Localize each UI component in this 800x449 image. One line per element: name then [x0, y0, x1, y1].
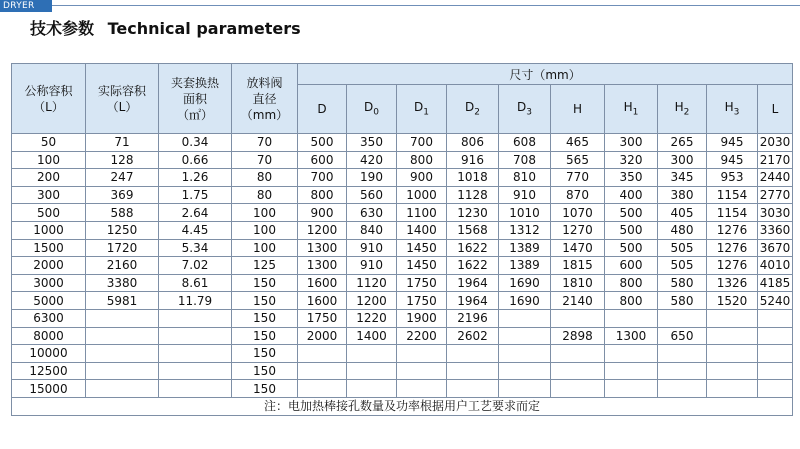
table-row	[12, 204, 793, 222]
table-cell	[605, 380, 658, 398]
table-cell: 5981	[86, 292, 159, 310]
table-cell: 2.64	[159, 204, 232, 222]
table-cell: 345	[658, 169, 707, 187]
table-cell: 71	[86, 134, 159, 152]
table-cell	[658, 362, 707, 380]
table-cell: 1.75	[159, 186, 232, 204]
header-jacket-line1: 夹套换热	[170, 75, 219, 90]
table-cell: 1964	[447, 292, 499, 310]
header-dim-subscript: 2	[683, 107, 690, 118]
table-cell: 1470	[551, 239, 605, 257]
header-dim-col	[397, 85, 447, 134]
table-row	[12, 151, 793, 169]
header-actual-line2: （L）	[106, 99, 138, 114]
table-cell: 840	[347, 221, 397, 239]
table-cell	[499, 327, 551, 345]
table-cell: 8000	[12, 327, 86, 345]
table-cell	[707, 362, 758, 380]
table-cell: 2140	[551, 292, 605, 310]
table-cell: 2160	[86, 257, 159, 275]
table-cell: 150	[232, 362, 298, 380]
table-cell: 1100	[397, 204, 447, 222]
table-cell: 800	[298, 186, 347, 204]
table-row	[12, 292, 793, 310]
table-cell	[347, 345, 397, 363]
table-cell: 700	[397, 134, 447, 152]
table-cell: 300	[605, 134, 658, 152]
table-cell: 3360	[758, 221, 793, 239]
table-cell: 1300	[298, 257, 347, 275]
header-dim-subscript: 3	[526, 107, 532, 118]
table-cell: 1622	[447, 239, 499, 257]
table-cell: 1120	[347, 274, 397, 292]
table-cell: 1018	[447, 169, 499, 187]
table-cell	[298, 345, 347, 363]
header-dim-subscript: 2	[474, 107, 480, 118]
table-cell: 800	[397, 151, 447, 169]
table-cell: 708	[499, 151, 551, 169]
table-cell: 190	[347, 169, 397, 187]
table-cell: 2602	[447, 327, 499, 345]
header-dim-symbol: D	[517, 100, 527, 115]
table-cell: 125	[232, 257, 298, 275]
table-row	[12, 345, 793, 363]
table-cell: 3380	[86, 274, 159, 292]
table-cell: 1750	[298, 309, 347, 327]
table-cell: 500	[12, 204, 86, 222]
table-cell: 1230	[447, 204, 499, 222]
brand-bar	[0, 0, 800, 12]
table-cell: 2200	[397, 327, 447, 345]
table-cell: 945	[707, 151, 758, 169]
table-cell: 1270	[551, 221, 605, 239]
page-title-cn: 技术参数	[30, 19, 95, 38]
table-cell: 1568	[447, 221, 499, 239]
table-cell: 608	[499, 134, 551, 152]
table-cell: 910	[347, 239, 397, 257]
table-cell: 500	[605, 221, 658, 239]
header-dim-symbol: H	[572, 102, 583, 116]
table-cell	[447, 345, 499, 363]
table-cell	[347, 362, 397, 380]
table-cell	[86, 345, 159, 363]
header-dim-subscript: 1	[632, 107, 639, 118]
table-cell	[658, 309, 707, 327]
header-dim-subscript: 0	[373, 107, 379, 118]
header-jacket-area	[159, 64, 232, 134]
table-row	[12, 239, 793, 257]
header-dim-col	[551, 85, 605, 134]
table-cell: 1500	[12, 239, 86, 257]
table-cell	[758, 309, 793, 327]
table-cell	[707, 309, 758, 327]
table-cell: 505	[658, 239, 707, 257]
table-cell	[86, 327, 159, 345]
table-cell: 4.45	[159, 221, 232, 239]
table-cell: 1450	[397, 239, 447, 257]
header-dim-symbol: D	[465, 100, 475, 115]
table-row	[12, 134, 793, 152]
table-cell	[159, 362, 232, 380]
header-dim-symbol: D	[364, 100, 374, 115]
table-cell: 7.02	[159, 257, 232, 275]
table-cell	[447, 362, 499, 380]
table-cell: 0.34	[159, 134, 232, 152]
table-cell: 1250	[86, 221, 159, 239]
table-cell: 465	[551, 134, 605, 152]
table-cell: 1312	[499, 221, 551, 239]
header-dim-subscript: 3	[733, 107, 740, 118]
table-cell: 1389	[499, 257, 551, 275]
table-cell	[605, 345, 658, 363]
table-cell	[707, 327, 758, 345]
table-cell	[707, 380, 758, 398]
table-cell: 580	[658, 292, 707, 310]
table-cell: 1154	[707, 204, 758, 222]
table-cell	[86, 362, 159, 380]
table-cell: 247	[86, 169, 159, 187]
table-cell: 1400	[397, 221, 447, 239]
table-cell: 100	[12, 151, 86, 169]
table-cell: 480	[658, 221, 707, 239]
technical-parameters-table	[11, 63, 793, 416]
header-dim-col	[499, 85, 551, 134]
header-dim-symbol: L	[771, 102, 779, 116]
table-cell	[551, 380, 605, 398]
table-cell: 50	[12, 134, 86, 152]
header-valve-line3: （mm）	[240, 107, 289, 122]
table-cell: 1220	[347, 309, 397, 327]
table-cell: 910	[347, 257, 397, 275]
table-cell: 12500	[12, 362, 86, 380]
table-cell: 11.79	[159, 292, 232, 310]
table-row	[12, 221, 793, 239]
table-cell	[86, 380, 159, 398]
table-cell: 588	[86, 204, 159, 222]
table-cell: 2170	[758, 151, 793, 169]
table-cell: 1720	[86, 239, 159, 257]
table-cell: 1450	[397, 257, 447, 275]
header-dim-col	[707, 85, 758, 134]
table-cell: 1010	[499, 204, 551, 222]
header-valve-line2: 直径	[252, 91, 277, 106]
table-cell: 369	[86, 186, 159, 204]
table-cell: 1389	[499, 239, 551, 257]
table-cell: 3670	[758, 239, 793, 257]
table-cell: 0.66	[159, 151, 232, 169]
table-cell	[159, 345, 232, 363]
table-cell: 1200	[298, 221, 347, 239]
table-cell: 350	[605, 169, 658, 187]
table-cell: 565	[551, 151, 605, 169]
table-cell: 870	[551, 186, 605, 204]
table-cell	[551, 362, 605, 380]
table-cell: 6300	[12, 309, 86, 327]
table-cell	[159, 327, 232, 345]
table-cell	[499, 345, 551, 363]
table-cell: 800	[605, 274, 658, 292]
table-cell: 300	[12, 186, 86, 204]
table-cell: 420	[347, 151, 397, 169]
table-cell: 2440	[758, 169, 793, 187]
header-dim-col	[658, 85, 707, 134]
header-dim-col	[758, 85, 793, 134]
header-nominal-volume	[12, 64, 86, 134]
header-valve-diameter	[232, 64, 298, 134]
table-cell: 953	[707, 169, 758, 187]
table-cell: 630	[347, 204, 397, 222]
table-cell	[758, 327, 793, 345]
table-cell: 128	[86, 151, 159, 169]
page-title-en: Technical parameters	[107, 19, 301, 38]
table-cell: 945	[707, 134, 758, 152]
brand-divider	[52, 5, 800, 6]
table-cell	[758, 345, 793, 363]
table-cell: 2000	[298, 327, 347, 345]
table-cell	[499, 362, 551, 380]
table-row	[12, 327, 793, 345]
table-cell: 1600	[298, 274, 347, 292]
table-cell	[658, 345, 707, 363]
table-cell: 150	[232, 327, 298, 345]
table-cell: 150	[232, 309, 298, 327]
table-cell: 300	[658, 151, 707, 169]
table-cell: 1900	[397, 309, 447, 327]
table-cell: 560	[347, 186, 397, 204]
table-cell: 8.61	[159, 274, 232, 292]
table-cell: 2000	[12, 257, 86, 275]
table-cell: 150	[232, 274, 298, 292]
table-cell: 1520	[707, 292, 758, 310]
table-cell: 2898	[551, 327, 605, 345]
table-cell	[159, 380, 232, 398]
table-cell: 265	[658, 134, 707, 152]
table-cell: 1154	[707, 186, 758, 204]
table-cell	[499, 380, 551, 398]
header-dim-col	[605, 85, 658, 134]
table-cell: 1000	[12, 221, 86, 239]
header-dim-col	[347, 85, 397, 134]
header-valve-line1: 放料阀	[246, 75, 283, 90]
table-cell: 100	[232, 239, 298, 257]
table-cell	[758, 380, 793, 398]
table-cell: 1750	[397, 292, 447, 310]
table-row	[12, 274, 793, 292]
table-cell	[758, 362, 793, 380]
table-cell: 10000	[12, 345, 86, 363]
table-cell: 505	[658, 257, 707, 275]
table-cell: 400	[605, 186, 658, 204]
table-cell: 500	[605, 239, 658, 257]
table-cell: 1300	[298, 239, 347, 257]
table-cell: 650	[658, 327, 707, 345]
table-cell: 1.26	[159, 169, 232, 187]
table-cell: 600	[298, 151, 347, 169]
table-cell	[397, 380, 447, 398]
table-row	[12, 186, 793, 204]
header-nominal-line2: （L）	[33, 99, 64, 114]
table-cell: 1070	[551, 204, 605, 222]
table-cell: 1690	[499, 292, 551, 310]
table-cell	[298, 380, 347, 398]
table-cell: 405	[658, 204, 707, 222]
table-cell: 1622	[447, 257, 499, 275]
table-cell	[298, 362, 347, 380]
header-dim-symbol: H	[623, 100, 633, 115]
header-jacket-line3: （㎡）	[176, 107, 213, 122]
table-cell: 1276	[707, 221, 758, 239]
table-cell: 380	[658, 186, 707, 204]
table-cell	[397, 345, 447, 363]
table-cell: 1326	[707, 274, 758, 292]
table-cell: 2196	[447, 309, 499, 327]
table-row	[12, 380, 793, 398]
table-cell: 70	[232, 151, 298, 169]
table-cell: 810	[499, 169, 551, 187]
table-cell: 806	[447, 134, 499, 152]
table-cell: 1000	[397, 186, 447, 204]
table-cell: 1276	[707, 257, 758, 275]
table-cell: 4185	[758, 274, 793, 292]
table-cell: 1810	[551, 274, 605, 292]
table-cell: 3030	[758, 204, 793, 222]
table-cell: 4010	[758, 257, 793, 275]
table-cell	[707, 345, 758, 363]
header-dim-col	[298, 85, 347, 134]
table-cell: 150	[232, 380, 298, 398]
table-cell: 900	[397, 169, 447, 187]
table-cell: 1400	[347, 327, 397, 345]
table-cell: 100	[232, 204, 298, 222]
table-cell	[605, 362, 658, 380]
table-cell: 1300	[605, 327, 658, 345]
brand-tag: DRYER	[0, 0, 52, 12]
table-cell: 500	[605, 204, 658, 222]
table-row	[12, 257, 793, 275]
table-cell: 700	[298, 169, 347, 187]
table-cell: 80	[232, 186, 298, 204]
table-cell	[159, 309, 232, 327]
table-cell: 2030	[758, 134, 793, 152]
table-cell	[397, 362, 447, 380]
table-cell: 800	[605, 292, 658, 310]
table-body	[12, 134, 793, 416]
table-row	[12, 169, 793, 187]
table-cell	[658, 380, 707, 398]
header-dim-symbol: H	[674, 100, 684, 115]
table-cell: 1750	[397, 274, 447, 292]
table-note-row	[12, 397, 793, 415]
table-cell: 770	[551, 169, 605, 187]
table-row	[12, 309, 793, 327]
table-cell: 1200	[347, 292, 397, 310]
table-cell: 900	[298, 204, 347, 222]
table-cell: 500	[298, 134, 347, 152]
header-dim-symbol: D	[317, 102, 327, 116]
table-note: 注：电加热棒接孔数量及功率根据用户工艺要求而定	[12, 397, 793, 415]
table-cell: 580	[658, 274, 707, 292]
table-cell: 5000	[12, 292, 86, 310]
table-cell: 1276	[707, 239, 758, 257]
header-dimensions-group: 尺寸（mm）	[298, 64, 793, 85]
table-cell: 5.34	[159, 239, 232, 257]
table-cell: 1815	[551, 257, 605, 275]
table-cell	[347, 380, 397, 398]
table-cell: 320	[605, 151, 658, 169]
table-cell: 910	[499, 186, 551, 204]
header-dim-col	[447, 85, 499, 134]
header-actual-volume	[86, 64, 159, 134]
table-cell: 200	[12, 169, 86, 187]
table-cell	[499, 309, 551, 327]
header-dim-subscript: 1	[423, 107, 429, 118]
table-cell: 3000	[12, 274, 86, 292]
table-cell: 1128	[447, 186, 499, 204]
header-nominal-line1: 公称容积	[24, 83, 73, 98]
table-cell: 70	[232, 134, 298, 152]
table-cell	[605, 309, 658, 327]
table-cell: 916	[447, 151, 499, 169]
page-title	[30, 16, 301, 39]
table-cell: 150	[232, 345, 298, 363]
table-cell: 2770	[758, 186, 793, 204]
table-cell: 1964	[447, 274, 499, 292]
table-cell: 15000	[12, 380, 86, 398]
header-jacket-line2: 面积	[182, 91, 207, 106]
table-cell: 1690	[499, 274, 551, 292]
header-dim-symbol: D	[414, 100, 424, 115]
table-cell: 100	[232, 221, 298, 239]
table-cell: 80	[232, 169, 298, 187]
table-cell: 5240	[758, 292, 793, 310]
table-cell: 150	[232, 292, 298, 310]
table-cell	[86, 309, 159, 327]
table-row	[12, 362, 793, 380]
table-cell	[447, 380, 499, 398]
header-dim-symbol: H	[724, 100, 734, 115]
table-cell: 1600	[298, 292, 347, 310]
table-cell	[551, 309, 605, 327]
header-actual-line1: 实际容积	[97, 83, 146, 98]
table-cell: 350	[347, 134, 397, 152]
table-cell: 600	[605, 257, 658, 275]
table-cell	[551, 345, 605, 363]
